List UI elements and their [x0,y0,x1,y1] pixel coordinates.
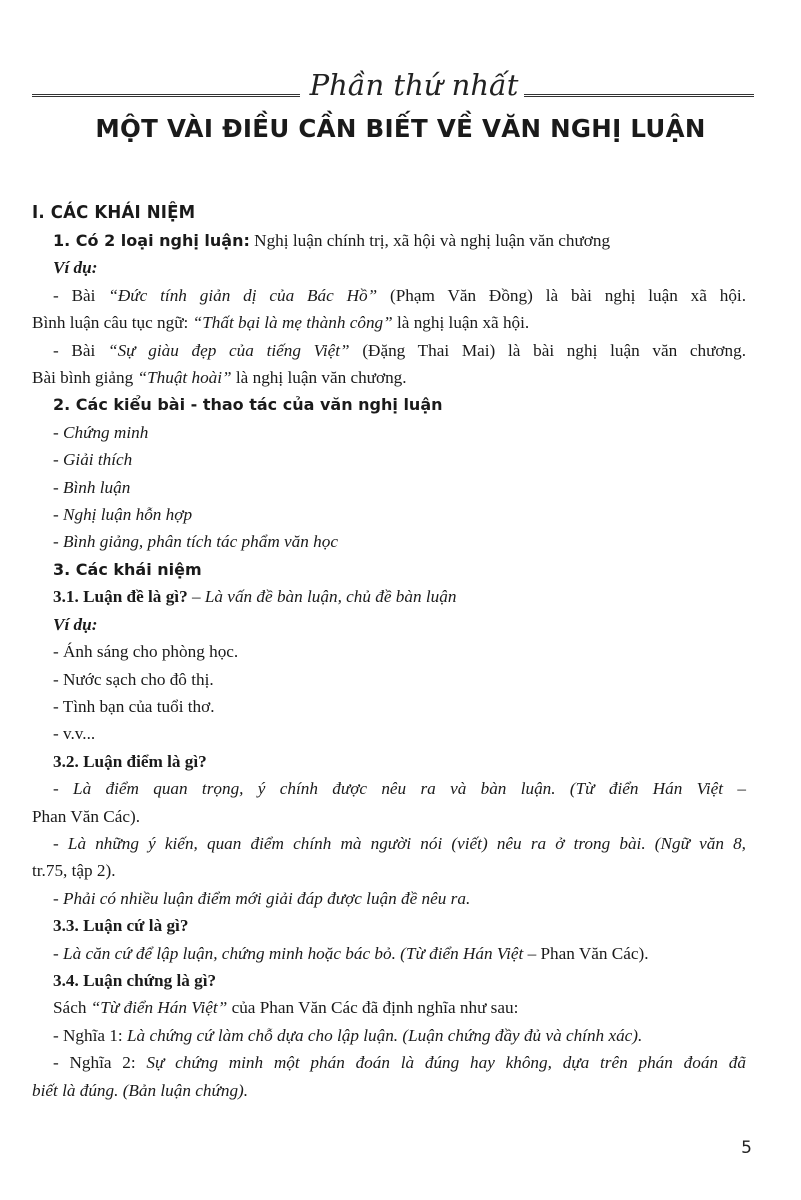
item2-label-text: 2. Các kiểu bài - thao tác của văn nghị luận [53,395,443,415]
q4-intro-prefix: Sách [53,998,91,1018]
type-item: - Nghị luận hỗn hợp [53,505,193,525]
example2-suffix: (Đặng Thai Mai) là bài nghị luận văn chương. [349,340,747,360]
example2-prefix: - Bài [53,340,109,360]
q4-meaning-2 [32,1049,746,1076]
part-title: Phần thứ nhất [309,68,519,102]
example1b-suffix: là nghị luận xã hội. [392,313,530,333]
q4-intro [32,994,746,1021]
item2-label [32,391,746,418]
part-header [32,66,754,106]
example1b-quote: “Thất bại là mẹ thành công” [192,313,393,333]
q4-meaning-2-prefix: - Nghĩa 2: [53,1053,147,1073]
page-number: 5 [741,1138,752,1158]
q4-intro-suffix: của Phan Văn Các đã định nghĩa như sau: [227,998,519,1018]
q1-label: 3.1. Luận đề là gì? [53,587,188,607]
example2b-suffix: là nghị luận văn chương. [231,368,407,388]
q4-meaning-2-text: Sự chứng minh một phán đoán là đúng hay không, dựa trên phán đoán đã [146,1053,746,1073]
item1-text: Nghị luận chính trị, xã hội và nghị luận văn chương [249,231,611,250]
q1-example-label: Ví dụ: [53,614,98,634]
q2-answer-2-source: (Ngữ văn 8, [645,833,746,853]
type-item: - Chứng minh [53,422,149,442]
q4-meaning-1-text: Là chứng cứ làm chỗ dựa cho lập luận. (Luận chứng đầy đủ và chính xác). [127,1025,643,1045]
q4-intro-title: “Từ điển Hán Việt” [90,998,228,1018]
q4-meaning-1 [32,1022,746,1049]
body-text [32,196,746,1104]
type-item: - Bình luận [53,477,131,497]
example1b-line [32,309,746,336]
item3-label-text: 3. Các khái niệm [53,559,202,579]
chapter-title: MỘT VÀI ĐIỀU CẦN BIẾT VỀ VĂN NGHỊ LUẬN [95,114,706,143]
example1-title: “Đức tính giản dị của Bác Hồ” [108,285,378,305]
example1-line [32,282,746,309]
q2-answer-2-page: tr.75, tập 2). [32,861,116,881]
item1-example-label: Ví dụ: [53,258,98,278]
type-item: - Giải thích [53,450,133,470]
q2-answer-2-text: - Là những ý kiến, quan điểm chính mà người nói (viết) nêu ra ở trong bài. [53,833,646,853]
q2-label: 3.2. Luận điểm là gì? [53,751,207,771]
q3-answer-source: – Phan Văn Các). [523,943,649,963]
example2b-line [32,364,746,391]
header-rule-left [32,94,300,97]
item1-label: 1. Có 2 loại nghị luận: [53,231,250,250]
item3-label [32,556,746,583]
q4-meaning-2-cont: biết là đúng. (Bản luận chứng). [32,1080,249,1100]
example2-line [32,337,746,364]
example2-title: “Sự giàu đẹp của tiếng Việt” [108,340,350,360]
example2b-quote: “Thuật hoài” [137,368,232,388]
q2-answer-1: - Là điểm quan trọng, ý chính được nêu ra và bàn luận. (Từ điển Hán Việt – [53,779,746,799]
q1-example-item: - Tình bạn của tuổi thơ. [53,696,215,716]
q3-answer [32,940,746,967]
q1-example-item: - Ánh sáng cho phòng học. [53,642,239,662]
q1-line [32,583,746,610]
example1-prefix: - Bài [53,285,109,305]
q1-example-item: - v.v... [53,724,96,744]
example1b-prefix: Bình luận câu tục ngữ: [32,313,193,333]
q3-answer-text: - Là căn cứ để lập luận, chứng minh hoặc bác bỏ. (Từ điển Hán Việt [53,943,524,963]
item1-line [32,227,746,254]
q3-label: 3.3. Luận cứ là gì? [53,916,189,936]
q1-answer: – Là vấn đề bàn luận, chủ đề bàn luận [187,587,457,607]
q4-meaning-1-prefix: - Nghĩa 1: [53,1025,127,1045]
example1-suffix: (Phạm Văn Đồng) là bài nghị luận xã hội. [377,285,746,305]
example2b-prefix: Bài bình giảng [32,368,138,388]
q4-label: 3.4. Luận chứng là gì? [53,970,217,990]
q2-answer-2 [32,830,746,857]
q1-example-item: - Nước sạch cho đô thị. [53,669,214,689]
q2-answer-1-source: Phan Văn Các). [32,806,141,826]
section-heading: I. CÁC KHÁI NIỆM [32,202,196,223]
q2-answer-3: - Phải có nhiều luận điểm mới giải đáp được luận đề nêu ra. [53,888,471,908]
header-rule-right [524,94,754,97]
type-item: - Bình giảng, phân tích tác phẩm văn học [53,532,338,552]
